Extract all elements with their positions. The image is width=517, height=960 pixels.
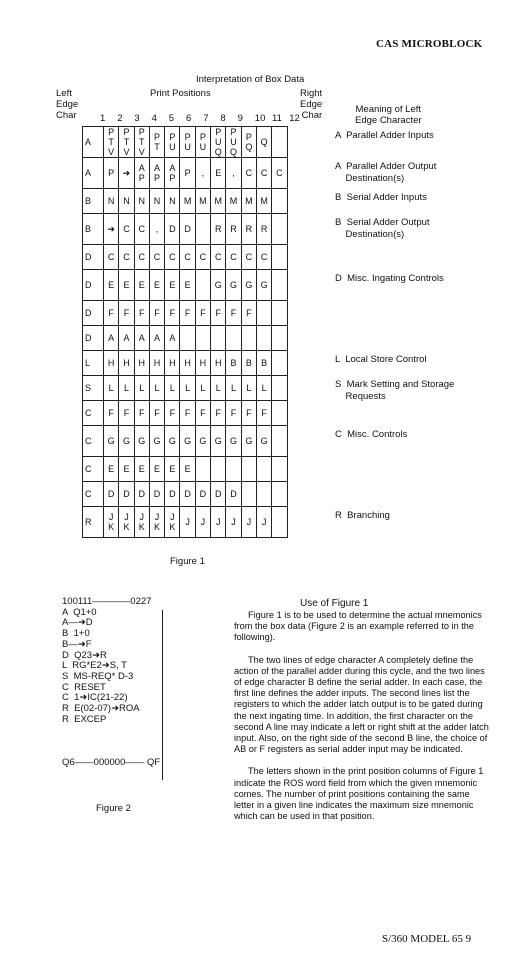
grid-cell	[256, 326, 271, 351]
grid-cell: F	[180, 301, 195, 326]
figure2-line: R E(02-07)➜ROA	[62, 703, 140, 715]
grid-row	[83, 507, 288, 538]
edge-meaning: B Serial Adder Inputs	[335, 192, 427, 203]
use-title: Use of Figure 1	[300, 598, 369, 609]
grid-row	[83, 158, 288, 189]
grid-cell	[211, 326, 226, 351]
heading-right-edge-char	[300, 88, 322, 121]
grid-cell: J K	[165, 507, 180, 538]
grid-cell: J K	[104, 507, 119, 538]
grid-cell: H	[149, 351, 164, 376]
grid-cell: D	[119, 482, 134, 507]
edge-char-cell: D	[83, 270, 104, 301]
grid-cell: P U Q	[211, 127, 226, 158]
figure2-line: C 1➜IC(21-22)	[62, 692, 128, 704]
heading-print-positions: Print Positions	[150, 88, 211, 99]
grid-cell: H	[134, 351, 149, 376]
grid-cell: F	[211, 301, 226, 326]
grid-cell: G	[195, 426, 210, 457]
grid-cell: C	[241, 158, 256, 189]
grid-cell	[256, 482, 271, 507]
grid-cell: G	[256, 426, 271, 457]
grid-cell	[195, 214, 210, 245]
grid-cell: F	[241, 401, 256, 426]
grid-cell: N	[149, 189, 164, 214]
grid-cell: Q	[256, 127, 271, 158]
grid-cell	[272, 214, 287, 245]
grid-cell: H	[165, 351, 180, 376]
grid-cell: R	[241, 214, 256, 245]
figure1-grid	[82, 126, 288, 538]
grid-cell: C	[180, 245, 195, 270]
figure2-line	[62, 725, 160, 736]
grid-cell: E	[134, 270, 149, 301]
grid-cell: R	[211, 214, 226, 245]
grid-cell: L	[226, 376, 241, 401]
grid-cell: C	[134, 245, 149, 270]
heading-left-line: Left	[56, 88, 72, 99]
figure2-vertical-rule	[162, 610, 163, 780]
grid-cell: L	[211, 376, 226, 401]
edge-char-cell: C	[83, 457, 104, 482]
grid-cell: E	[165, 270, 180, 301]
edge-meaning: A Parallel Adder Output Destination(s)	[335, 161, 437, 184]
grid-cell: A P	[134, 158, 149, 189]
grid-cell	[272, 482, 287, 507]
grid-cell: G	[165, 426, 180, 457]
grid-cell: A	[134, 326, 149, 351]
figure2-line: S MS-REQ* D-3	[62, 670, 134, 682]
edge-char-cell: D	[83, 326, 104, 351]
grid-cell: J	[180, 507, 195, 538]
grid-cell: E	[104, 270, 119, 301]
grid-cell: F	[149, 301, 164, 326]
grid-cell: D	[226, 482, 241, 507]
edge-char-cell: R	[83, 507, 104, 538]
grid-cell: ➜	[104, 214, 119, 245]
grid-cell: C	[195, 245, 210, 270]
grid-cell: D	[211, 482, 226, 507]
grid-cell: E	[104, 457, 119, 482]
grid-cell: C	[256, 158, 271, 189]
position-number: 4	[151, 113, 157, 124]
grid-cell: H	[104, 351, 119, 376]
grid-cell: G	[119, 426, 134, 457]
grid-cell: E	[119, 270, 134, 301]
grid-cell	[241, 326, 256, 351]
grid-cell: E	[165, 457, 180, 482]
grid-cell: D	[165, 214, 180, 245]
heading-right-line: Right	[300, 88, 323, 99]
grid-cell: L	[180, 376, 195, 401]
grid-cell: J	[256, 507, 271, 538]
grid-cell: F	[180, 401, 195, 426]
grid-cell: P T	[149, 127, 164, 158]
position-number: 11	[272, 113, 282, 124]
position-number: 7	[203, 113, 209, 124]
heading-meaning-line: Meaning of Left	[355, 104, 422, 115]
grid-cell: D	[180, 482, 195, 507]
page-header: CAS MICROBLOCK	[376, 38, 483, 50]
figure2-line: Q6——000000—— QF	[62, 756, 161, 768]
heading-meaning-line: Edge Character	[355, 115, 422, 126]
grid-cell: N	[119, 189, 134, 214]
grid-cell: P T V	[119, 127, 134, 158]
grid-cell: G	[241, 270, 256, 301]
figure2-line	[62, 736, 160, 747]
grid-cell: P	[180, 158, 195, 189]
grid-cell: D	[165, 482, 180, 507]
grid-cell: E	[119, 457, 134, 482]
grid-cell: R	[226, 214, 241, 245]
grid-cell: A	[149, 326, 164, 351]
grid-cell	[272, 127, 287, 158]
position-number: 9	[237, 113, 243, 124]
use-paragraph: The two lines of edge character A completely define the action of the parallel adder during this cycle, and the two lines of edge character B define the serial adder. In each case, the first line defines the adder inputs. The second lines list the registers to which the adder latch output is to be gated during the next ingating time. In addition, the first character on the second A line may indicate a left or right shift at the adder latch input. Also, on the right side of the second B line, the choice of AB or F registers as serial adder input may be indicated.	[234, 654, 489, 755]
grid-cell: D	[195, 482, 210, 507]
figure1-caption: Figure 1	[170, 556, 205, 567]
grid-cell: M	[211, 189, 226, 214]
figure2-line	[62, 747, 160, 758]
grid-cell: C	[149, 245, 164, 270]
grid-cell	[272, 301, 287, 326]
grid-cell: E	[211, 158, 226, 189]
grid-cell: F	[149, 401, 164, 426]
grid-cell: F	[134, 401, 149, 426]
grid-cell: G	[180, 426, 195, 457]
grid-cell: C	[104, 245, 119, 270]
grid-cell: M	[241, 189, 256, 214]
grid-cell	[272, 270, 287, 301]
grid-row	[83, 245, 288, 270]
grid-cell: A P	[165, 158, 180, 189]
grid-cell: P Q	[241, 127, 256, 158]
grid-cell	[272, 507, 287, 538]
grid-cell	[256, 457, 271, 482]
grid-cell	[180, 326, 195, 351]
page-footer: S/360 MODEL 65 9	[382, 933, 472, 945]
grid-cell: G	[226, 270, 241, 301]
grid-cell: C	[165, 245, 180, 270]
figure2-line: A Q1+0	[62, 606, 97, 618]
grid-cell	[195, 270, 210, 301]
grid-cell	[226, 457, 241, 482]
heading-meaning	[355, 104, 422, 126]
grid-cell: G	[226, 426, 241, 457]
edge-char-cell: D	[83, 245, 104, 270]
grid-cell: C	[119, 245, 134, 270]
heading-left-edge-char	[56, 88, 78, 121]
grid-cell: F	[165, 301, 180, 326]
edge-char-cell: C	[83, 401, 104, 426]
edge-meaning: S Mark Setting and Storage Requests	[335, 379, 455, 402]
grid-cell: P T V	[134, 127, 149, 158]
grid-cell	[226, 326, 241, 351]
grid-row	[83, 326, 288, 351]
grid-cell	[241, 482, 256, 507]
grid-cell: L	[119, 376, 134, 401]
grid-cell	[272, 426, 287, 457]
grid-cell: B	[226, 351, 241, 376]
grid-cell: D	[134, 482, 149, 507]
use-body	[234, 610, 492, 833]
grid-cell: C	[119, 214, 134, 245]
heading-left-line: Char	[56, 110, 77, 121]
grid-cell: J K	[134, 507, 149, 538]
grid-row	[83, 426, 288, 457]
grid-cell: G	[211, 270, 226, 301]
grid-cell: C	[211, 245, 226, 270]
grid-cell	[272, 376, 287, 401]
grid-cell: A P	[149, 158, 164, 189]
grid-cell: H	[195, 351, 210, 376]
grid-cell: L	[165, 376, 180, 401]
heading-right-line: Edge	[300, 99, 323, 110]
grid-cell: N	[134, 189, 149, 214]
grid-cell	[272, 326, 287, 351]
grid-cell: F	[241, 301, 256, 326]
grid-cell: L	[195, 376, 210, 401]
grid-cell: F	[226, 401, 241, 426]
position-number: 5	[168, 113, 175, 124]
grid-cell: P U	[195, 127, 210, 158]
grid-cell	[241, 457, 256, 482]
figure2-caption: Figure 2	[96, 803, 131, 814]
grid-cell: C	[226, 245, 241, 270]
figure2-line: L RG*E2➜S, T	[62, 660, 127, 672]
grid-cell	[211, 457, 226, 482]
grid-cell	[195, 326, 210, 351]
grid-cell	[272, 401, 287, 426]
grid-cell: L	[241, 376, 256, 401]
grid-cell: F	[195, 301, 210, 326]
edge-char-cell: C	[83, 482, 104, 507]
grid-cell: M	[180, 189, 195, 214]
grid-row	[83, 376, 288, 401]
edge-meaning: L Local Store Control	[335, 354, 427, 365]
grid-cell: A	[119, 326, 134, 351]
grid-cell: B	[256, 351, 271, 376]
grid-cell: J	[195, 507, 210, 538]
grid-cell: A	[165, 326, 180, 351]
position-number: 12	[289, 113, 300, 124]
grid-cell: J K	[119, 507, 134, 538]
grid-cell: E	[134, 457, 149, 482]
grid-row	[83, 270, 288, 301]
grid-row	[83, 457, 288, 482]
grid-cell: G	[211, 426, 226, 457]
grid-cell: P	[104, 158, 119, 189]
grid-cell: F	[256, 401, 271, 426]
edge-meaning: A Parallel Adder Inputs	[335, 130, 434, 141]
grid-cell: H	[119, 351, 134, 376]
grid-cell: P U	[165, 127, 180, 158]
grid-cell: J	[211, 507, 226, 538]
edge-char-cell: B	[83, 189, 104, 214]
grid-cell: F	[211, 401, 226, 426]
edge-char-cell: B	[83, 214, 104, 245]
grid-cell	[272, 189, 287, 214]
figure2-line: A—➜D	[62, 617, 93, 629]
grid-cell: M	[256, 189, 271, 214]
grid-row	[83, 214, 288, 245]
edge-meaning: R Branching	[335, 510, 390, 521]
grid-row	[83, 401, 288, 426]
grid-cell: E	[149, 457, 164, 482]
figure2-line: 100111————0227	[62, 596, 152, 607]
heading-interpretation: Interpretation of Box Data	[196, 74, 305, 85]
grid-cell: L	[256, 376, 271, 401]
grid-cell	[272, 351, 287, 376]
grid-cell: F	[195, 401, 210, 426]
figure2-listing	[62, 597, 160, 768]
grid-cell: D	[149, 482, 164, 507]
grid-cell: P T V	[104, 127, 119, 158]
figure2-line: C RESET	[62, 681, 106, 693]
edge-char-cell: L	[83, 351, 104, 376]
grid-cell: D	[104, 482, 119, 507]
edge-char-cell: A	[83, 127, 104, 158]
edge-meaning: D Misc. Ingating Controls	[335, 273, 444, 284]
position-number: 1	[100, 113, 106, 124]
grid-cell: C	[134, 214, 149, 245]
grid-cell: D	[180, 214, 195, 245]
position-number: 8	[220, 113, 226, 124]
grid-cell: F	[165, 401, 180, 426]
position-number: 2	[117, 113, 123, 124]
grid-cell: G	[241, 426, 256, 457]
position-number: 10	[254, 113, 266, 124]
grid-cell: F	[104, 401, 119, 426]
grid-cell: C	[272, 158, 287, 189]
grid-row	[83, 351, 288, 376]
grid-cell: G	[149, 426, 164, 457]
grid-row	[83, 127, 288, 158]
grid-row	[83, 189, 288, 214]
heading-left-line: Edge	[56, 99, 79, 110]
grid-cell: G	[104, 426, 119, 457]
edge-char-cell: D	[83, 301, 104, 326]
edge-char-cell: A	[83, 158, 104, 189]
grid-cell: P U	[180, 127, 195, 158]
grid-cell: G	[256, 270, 271, 301]
grid-cell	[272, 245, 287, 270]
edge-char-cell: S	[83, 376, 104, 401]
grid-cell: H	[211, 351, 226, 376]
grid-cell: E	[149, 270, 164, 301]
grid-cell: L	[149, 376, 164, 401]
figure2-line: B—➜F	[62, 638, 92, 650]
grid-cell: F	[119, 301, 134, 326]
grid-cell: R	[256, 214, 271, 245]
grid-cell: M	[226, 189, 241, 214]
grid-cell: M	[195, 189, 210, 214]
grid-cell: ,	[195, 158, 210, 189]
grid-cell: ➜	[119, 158, 134, 189]
grid-cell: C	[241, 245, 256, 270]
grid-cell: P U Q	[226, 127, 241, 158]
grid-cell: F	[104, 301, 119, 326]
use-paragraph: The letters shown in the print position columns of Figure 1 indicate the ROS word field from which the given mnemonic comes. The number of print positions containing the same letter in a given line indicates the maximum size mnemonic which can be used in that position.	[234, 766, 484, 822]
edge-meaning: C Misc. Controls	[335, 429, 408, 440]
grid-cell: H	[180, 351, 195, 376]
figure2-line: R EXCEP	[62, 713, 107, 725]
grid-cell: F	[119, 401, 134, 426]
edge-meaning: B Serial Adder Output Destination(s)	[335, 217, 430, 240]
grid-cell: ,	[226, 158, 241, 189]
grid-cell: F	[226, 301, 241, 326]
grid-cell: G	[134, 426, 149, 457]
heading-right-line: Char	[301, 110, 323, 121]
grid-cell: N	[104, 189, 119, 214]
grid-cell	[195, 457, 210, 482]
grid-cell: N	[165, 189, 180, 214]
grid-cell: ,	[149, 214, 164, 245]
grid-cell: J	[226, 507, 241, 538]
position-number: 6	[186, 113, 192, 124]
grid-cell	[256, 301, 271, 326]
edge-char-cell: C	[83, 426, 104, 457]
grid-cell: E	[180, 270, 195, 301]
grid-cell: F	[134, 301, 149, 326]
use-paragraph: Figure 1 is to be used to determine the actual mnemonics from the box data (Figure 2 is an example referred to in the following).	[234, 610, 482, 643]
grid-cell: C	[256, 245, 271, 270]
figure2-line: B 1+0	[62, 628, 90, 640]
grid-cell: A	[104, 326, 119, 351]
grid-cell: L	[134, 376, 149, 401]
grid-cell: J	[241, 507, 256, 538]
grid-row	[83, 301, 288, 326]
figure2-line: D Q23➜R	[62, 649, 107, 661]
grid-cell	[272, 457, 287, 482]
grid-row	[83, 482, 288, 507]
grid-cell: B	[241, 351, 256, 376]
position-number: 3	[134, 113, 140, 124]
grid-cell: E	[180, 457, 195, 482]
grid-cell: J K	[149, 507, 164, 538]
grid-cell: L	[104, 376, 119, 401]
